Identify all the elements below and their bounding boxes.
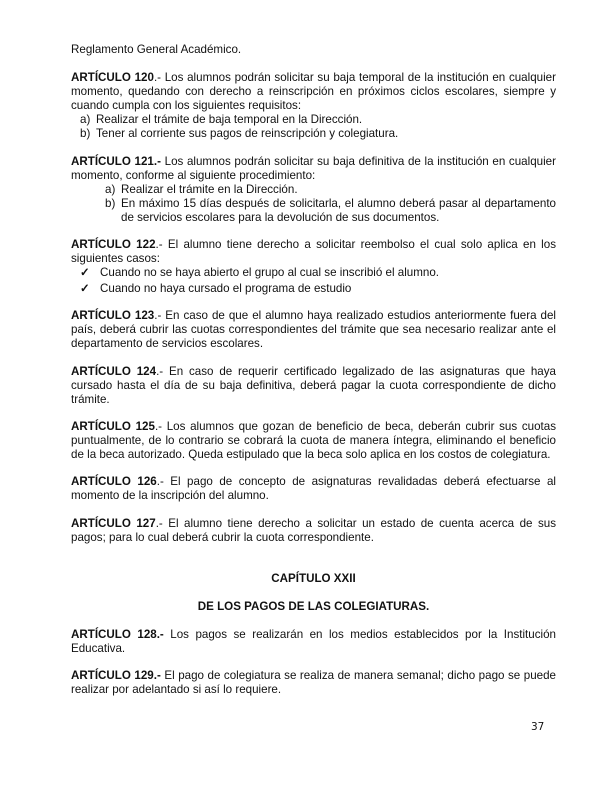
article-text: .- El alumno tiene derecho a solicitar un estado de cuenta acerca de sus pagos; para lo cual deberá cubrir la cuota correspondiente.: [71, 517, 556, 545]
article-label: ARTÍCULO 126: [71, 475, 157, 488]
list-marker: b): [80, 127, 91, 141]
article-label: ARTÍCULO 128.-: [71, 628, 164, 641]
list-item: [80, 113, 556, 127]
article-128: [71, 628, 556, 656]
article-label: ARTÍCULO 125: [71, 420, 155, 433]
article-label: ARTÍCULO 120: [71, 71, 154, 84]
document-header: Reglamento General Académico.: [71, 43, 242, 56]
page-number: 37: [531, 721, 545, 733]
article-label: ARTÍCULO 129.-: [71, 669, 161, 682]
list-item-text: Cuando no haya cursado el programa de estudio: [100, 282, 352, 296]
list-item: [105, 183, 556, 197]
list-item-text: Tener al corriente sus pagos de reinscripción y colegiatura.: [96, 127, 399, 141]
article-text: .- Los alumnos que gozan de beneficio de beca, deberán cubrir sus cuotas puntualmente, de lo contrario se cobrará la cuota de manera íntegra, eliminando el beneficio de la beca autorizado. Queda estipulado que la beca solo aplica en los costos de colegiatura.: [71, 420, 557, 462]
list-item-text: Realizar el trámite en la Dirección.: [121, 183, 298, 196]
article-127: [71, 517, 556, 545]
article-text: Los alumnos podrán solicitar su baja definitiva de la institución en cualquier momento, conforme al siguiente procedimiento:: [71, 155, 556, 183]
list-marker: b): [105, 197, 116, 211]
article-129: [71, 669, 556, 697]
checkmark-icon: ✓: [80, 282, 90, 296]
article-label: ARTÍCULO 124: [71, 365, 157, 378]
article-125: [71, 420, 556, 463]
article-label: ARTÍCULO 127: [71, 517, 156, 530]
article-label: ARTÍCULO 122: [71, 238, 156, 251]
list-marker: a): [105, 183, 116, 196]
article-126: [71, 475, 556, 503]
list-item-text: Realizar el trámite de baja temporal en la Dirección.: [96, 113, 363, 126]
article-label: ARTÍCULO 121.-: [71, 155, 161, 168]
list-item: [80, 266, 556, 280]
refund-cases-list-122: [80, 266, 556, 296]
article-122: [71, 238, 556, 266]
article-text: .- En caso de que el alumno haya realizado estudios anteriormente fuera del país, deberá cubrir las cuotas correspondientes del trámite que sea necesario realizar ante el departamento de servicios escolares.: [71, 309, 556, 351]
chapter-title: DE LOS PAGOS DE LAS COLEGIATURAS.: [197, 600, 430, 613]
article-120: [71, 71, 556, 114]
article-text: Los pagos se realizarán en los medios establecidos por la Institución Educativa.: [71, 628, 556, 656]
chapter-number: CAPÍTULO XXII: [271, 572, 356, 585]
list-item-text: En máximo 15 días después de solicitarla, el alumno deberá pasar al departamento de servicios escolares para la devolución de sus documentos.: [121, 197, 556, 225]
article-text: .- El pago de concepto de asignaturas revalidadas deberá efectuarse al momento de la inscripción del alumno.: [71, 475, 556, 503]
article-label: ARTÍCULO 123: [71, 309, 155, 322]
article-text: .- En caso de requerir certificado legalizado de las asignaturas que haya cursado hasta el día de su baja definitiva, deberá pagar la cuota correspondiente de dicho trámite.: [71, 365, 556, 407]
list-item-text: Cuando no se haya abierto el grupo al cual se inscribió el alumno.: [100, 266, 440, 279]
article-text: .- El alumno tiene derecho a solicitar reembolso el cual solo aplica en los siguientes casos:: [71, 238, 556, 266]
list-item: [80, 127, 556, 141]
article-text: El pago de colegiatura se realiza de manera semanal; dicho pago se puede realizar por adelantado si así lo requiere.: [71, 669, 556, 697]
requirements-list-120: [80, 113, 556, 141]
article-124: [71, 365, 556, 408]
list-item: [105, 197, 556, 225]
list-marker: a): [80, 113, 91, 126]
checkmark-icon: ✓: [80, 266, 90, 279]
article-text: .- Los alumnos podrán solicitar su baja temporal de la institución en cualquier momento, quedando con derecho a reinscripción en próximos ciclos escolares, siempre y cuando cumpla con los siguientes requisitos:: [71, 71, 556, 113]
article-123: [71, 309, 556, 352]
list-item: [80, 282, 556, 296]
procedure-list-121: [105, 183, 556, 226]
article-121: [71, 155, 556, 183]
